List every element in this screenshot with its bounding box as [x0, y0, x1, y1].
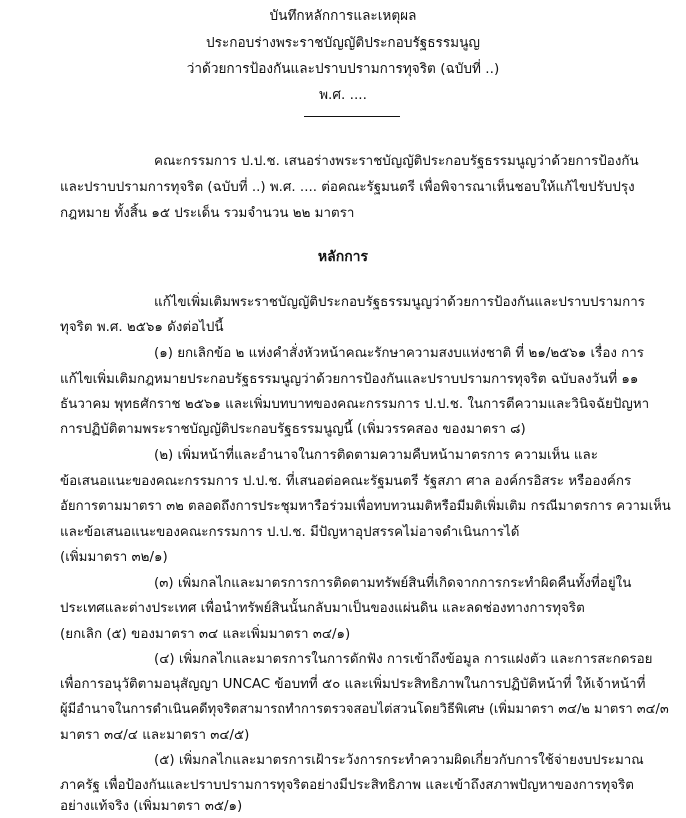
body-line-14: (ยกเลิก (๕) ของมาตรา ๓๔ และเพิ่มมาตรา ๓๔/๑)	[60, 627, 351, 642]
body-line-12: (๓) เพิ่มกลไกและมาตรการการติดตามทรัพย์สินที่เกิดจากการกระทำผิดคืนทั้งที่อยู่ใน	[154, 576, 632, 591]
body-line-5: ธันวาคม พุทธศักราช ๒๕๖๑ และเพิ่มบทบาทของคณะกรรมการ ป.ป.ช. ในการตีความและวินิจฉัยปัญหา	[60, 397, 650, 412]
body-line-11: (เพิ่มมาตรา ๓๒/๑)	[60, 550, 168, 565]
body-line-10: และข้อเสนอแนะของคณะกรรมการ ป.ป.ช. มีปัญหาอุปสรรคไม่อาจดำเนินการได้	[60, 525, 520, 540]
body-line-21: อย่างแท้จริง (เพิ่มมาตรา ๓๕/๑)	[60, 799, 243, 814]
section-heading: หลักการ	[317, 249, 369, 265]
body-line-17: ผู้มีอำนาจในการดำเนินคดีทุจริตสามารถทำการตรวจสอบไต่สวนโดยวิธีพิเศษ (เพิ่มมาตรา ๓๔/๒ มาตรา ๓๔/๓	[60, 702, 669, 717]
body-line-7: (๒) เพิ่มหน้าที่และอำนาจในการติดตามความคืบหน้ามาตรการ ความเห็น และ	[154, 448, 598, 463]
intro-line-3: กฎหมาย ทั้งสิ้น ๑๕ ประเด็น รวมจำนวน ๒๒ มาตรา	[60, 206, 355, 221]
body-line-19: (๕) เพิ่มกลไกและมาตรการเฝ้าระวังการกระทำความผิดเกี่ยวกับการใช้จ่ายงบประมาณ	[154, 753, 644, 768]
title-line-1: บันทึกหลักการและเหตุผล	[269, 8, 417, 24]
intro-line-1: คณะกรรมการ ป.ป.ช. เสนอร่างพระราชบัญญัติประกอบรัฐธรรมนูญว่าด้วยการป้องกัน	[154, 154, 639, 169]
body-line-9: อัยการตามมาตรา ๓๒ ตลอดถึงการประชุมหารือร่วมเพื่อทบทวนมติหรือมีมติเพิ่มเติม กรณีมาตรการ ความเห็น	[60, 499, 671, 514]
body-line-18: มาตรา ๓๔/๔ และมาตรา ๓๔/๕)	[60, 728, 250, 743]
intro-line-2: และปราบปรามการทุจริต (ฉบับที่ ..) พ.ศ. .... ต่อคณะรัฐมนตรี เพื่อพิจารณาเห็นชอบให้แก้ไขปรับปรุง	[60, 180, 635, 195]
body-line-20: ภาครัฐ เพื่อป้องกันและปราบปรามการทุจริตอย่างมีประสิทธิภาพ และเข้าถึงสภาพปัญหาของการทุจริต	[60, 778, 634, 793]
title-line-4: พ.ศ. ....	[319, 87, 367, 103]
body-line-15: (๔) เพิ่มกลไกและมาตรการในการดักฟัง การเข้าถึงข้อมูล การแฝงตัว และการสะกดรอย	[154, 652, 653, 667]
title-line-3: ว่าด้วยการป้องกันและปราบปรามการทุจริต (ฉบับที่ ..)	[186, 61, 500, 77]
body-line-1: แก้ไขเพิ่มเติมพระราชบัญญัติประกอบรัฐธรรมนูญว่าด้วยการป้องกันและปราบปรามการ	[154, 295, 645, 310]
body-line-3: (๑) ยกเลิกข้อ ๒ แห่งคำสั่งหัวหน้าคณะรักษาความสงบแห่งชาติ ที่ ๒๑/๒๕๖๑ เรื่อง การ	[154, 346, 644, 361]
body-line-13: ประเทศและต่างประเทศ เพื่อนำทรัพย์สินนั้นกลับมาเป็นของแผ่นดิน และลดช่องทางการทุจริต	[60, 601, 585, 616]
body-line-4: แก้ไขเพิ่มเติมกฎหมายประกอบรัฐธรรมนูญว่าด้วยการป้องกันและปราบปรามการทุจริต ฉบับลงวันที่ ๑๑	[60, 372, 639, 387]
title-divider	[304, 116, 400, 117]
body-line-6: การปฏิบัติตามพระราชบัญญัติประกอบรัฐธรรมนูญนี้ (เพิ่มวรรคสอง ของมาตรา ๘)	[60, 422, 526, 437]
title-line-2: ประกอบร่างพระราชบัญญัติประกอบรัฐธรรมนูญ	[206, 35, 480, 51]
body-line-8: ข้อเสนอแนะของคณะกรรมการ ป.ป.ช. ที่เสนอต่อคณะรัฐมนตรี รัฐสภา ศาล องค์กรอิสระ หรือองค์กร	[60, 474, 632, 489]
body-line-2: ทุจริต พ.ศ. ๒๕๖๑ ดังต่อไปนี้	[60, 320, 224, 335]
body-line-16: เพื่อการอนุวัติตามอนุสัญญา UNCAC ข้อบทที่ ๕๐ และเพิ่มประสิทธิภาพในการปฏิบัติหน้าที่ ให้เจ้าหน้าที่	[60, 677, 646, 692]
